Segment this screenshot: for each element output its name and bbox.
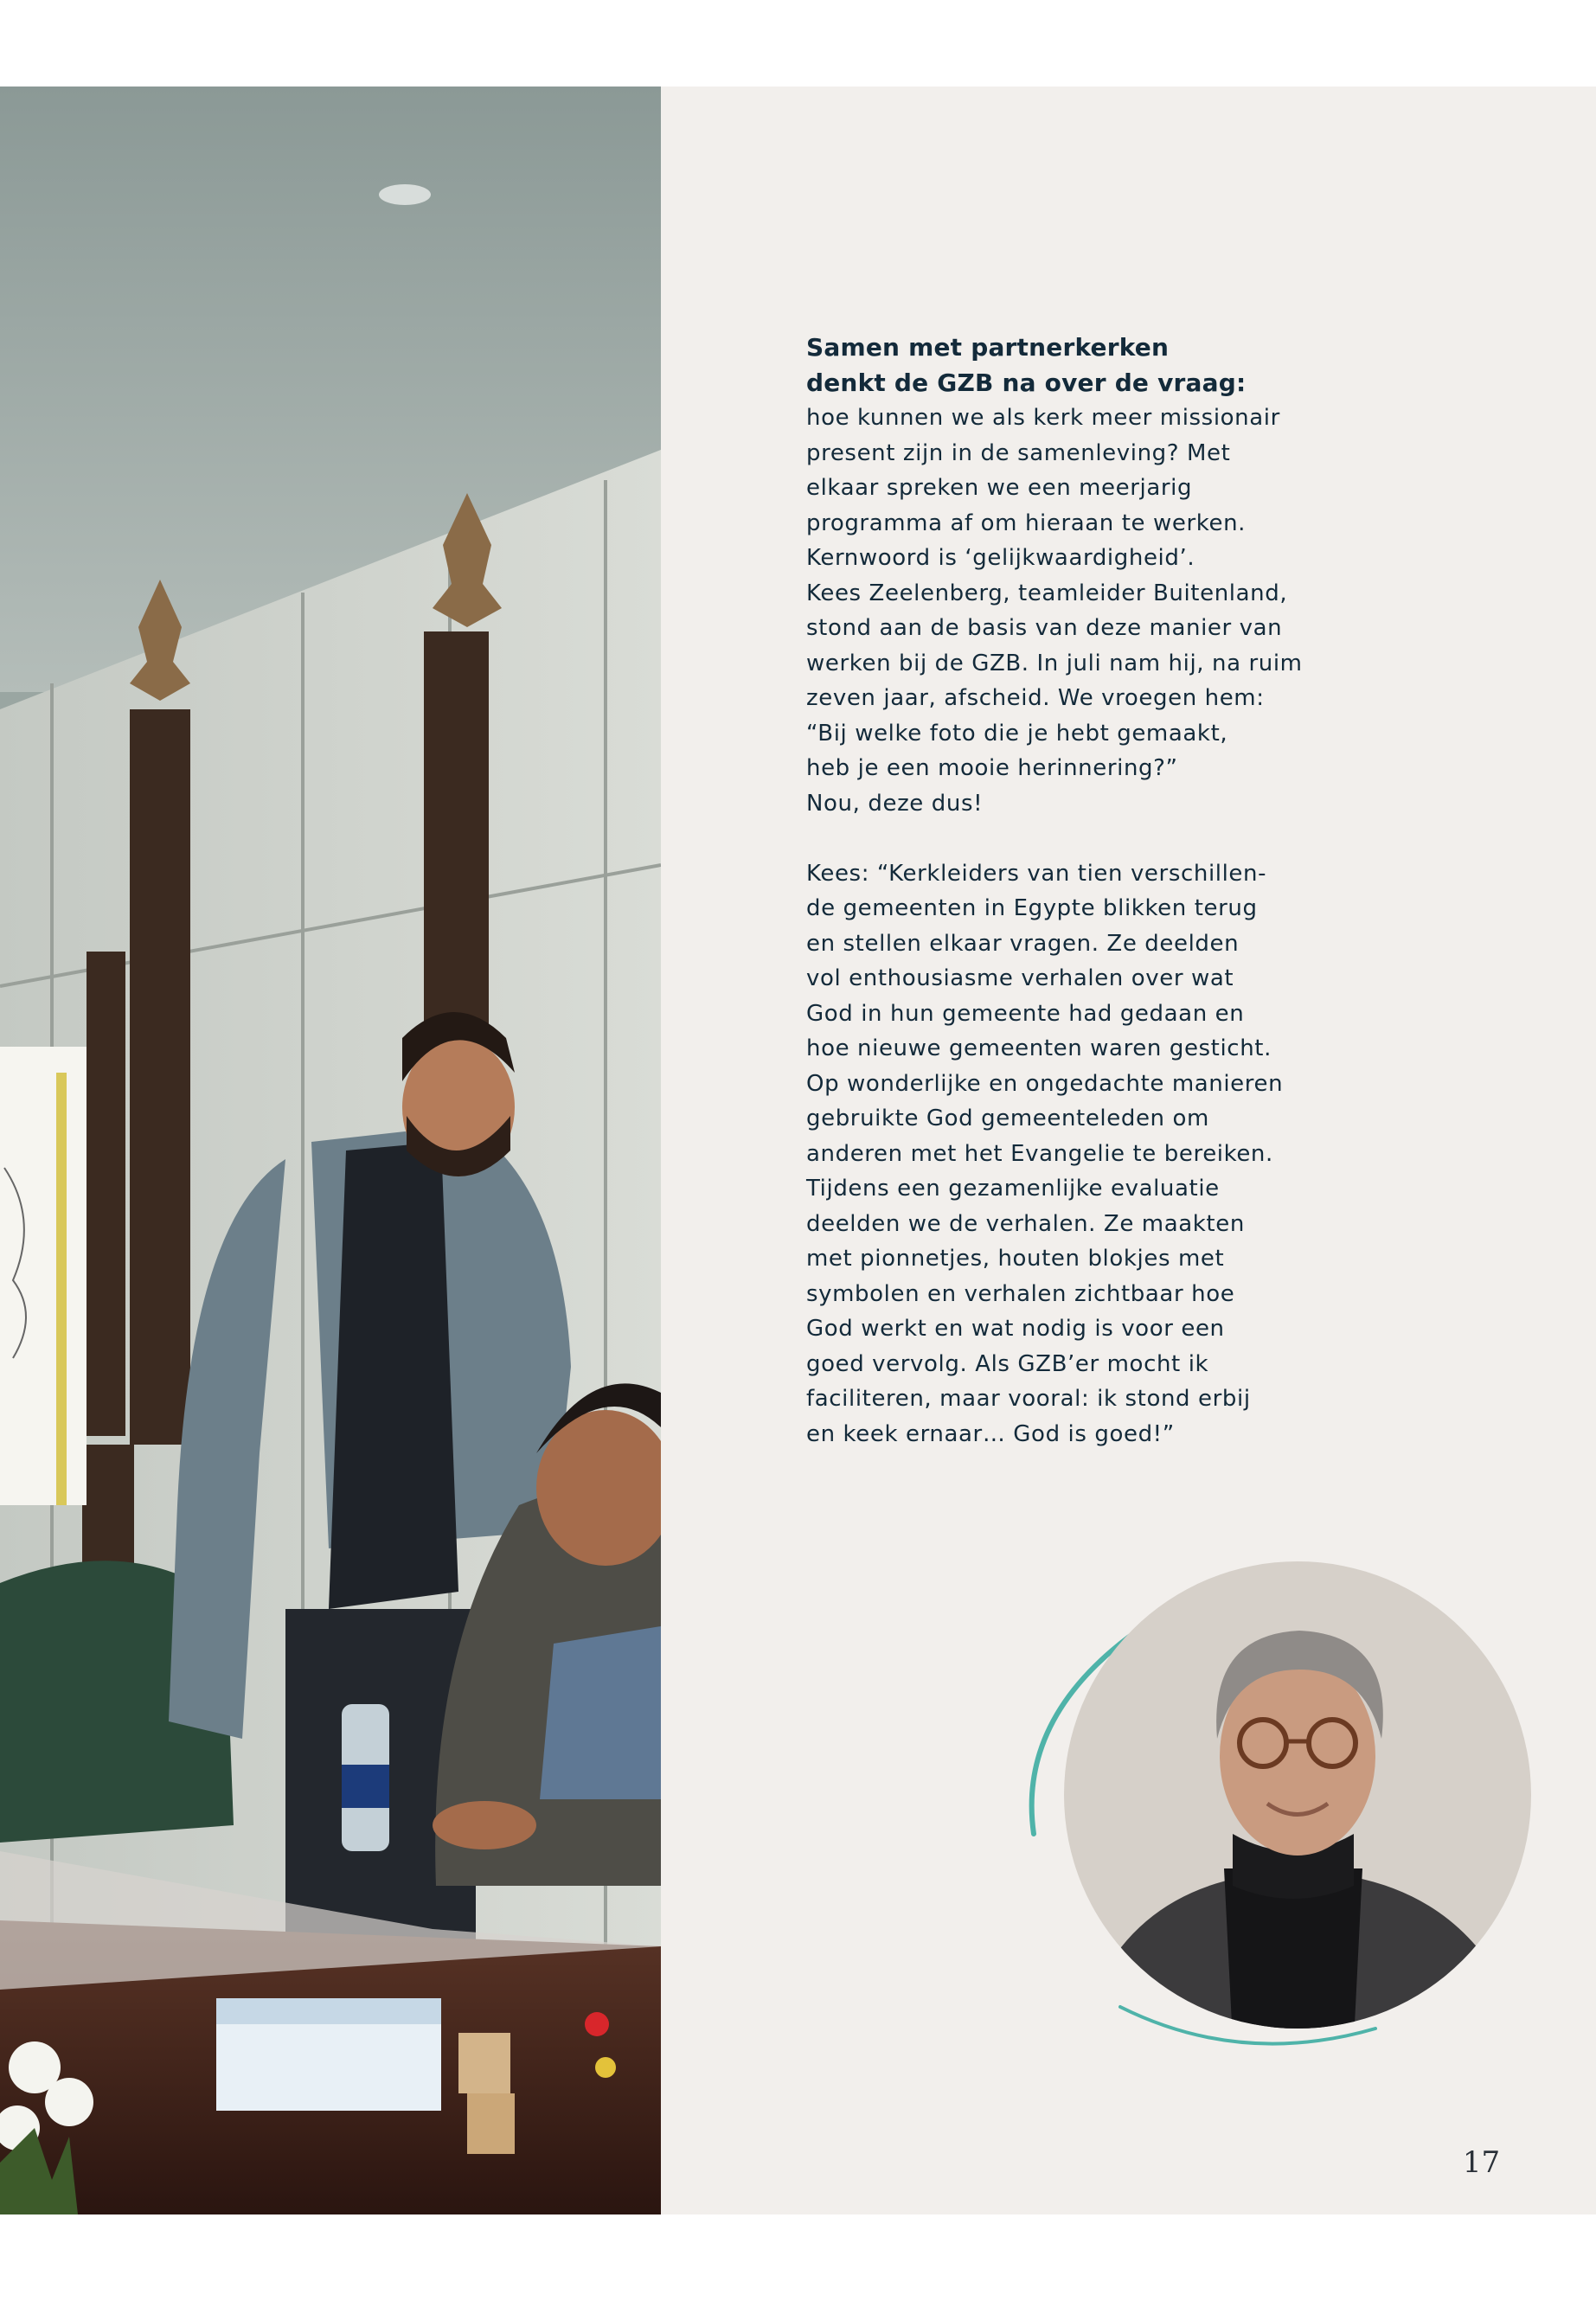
quote-line: gebruikte God gemeenteleden om — [806, 1106, 1209, 1131]
intro-line: programma af om hieraan te werken. — [806, 510, 1247, 536]
intro-line: “Bij welke foto die je hebt gemaakt, — [806, 720, 1228, 747]
quote-line: anderen met het Evangelie te bereiken. — [806, 1140, 1273, 1167]
quote-line: Op wonderlijke en ongedachte manieren — [806, 1070, 1284, 1097]
quote-line: en stellen elkaar vragen. Ze deelden — [806, 930, 1240, 957]
quote-line: God werkt en wat nodig is voor een — [806, 1316, 1225, 1342]
intro-line: zeven jaar, afscheid. We vroegen hem: — [806, 685, 1265, 711]
intro-line: Kees Zeelenberg, teamleider Buitenland, — [806, 580, 1288, 606]
quote-line: deelden we de verhalen. Ze maakten — [806, 1210, 1245, 1237]
intro-line: hoe kunnen we als kerk meer missionair — [806, 405, 1280, 431]
meeting-photo — [0, 87, 661, 2214]
quote-line: de gemeenten in Egypte blikken terug — [806, 895, 1258, 921]
portrait — [1025, 1557, 1544, 2059]
intro-line: Nou, deze dus! — [806, 790, 984, 817]
intro-line: werken bij de GZB. In juli nam hij, na ruim — [806, 650, 1303, 676]
intro-line: present zijn in de samenleving? Met — [806, 439, 1231, 466]
intro-line: stond aan de basis van deze manier van — [806, 615, 1283, 641]
quote-line: Kees: “Kerkleiders van tien verschillen- — [806, 860, 1267, 887]
quote-line: met pionnetjes, houten blokjes met — [806, 1246, 1225, 1272]
page-number: 17 — [1462, 2145, 1501, 2180]
quote-line: faciliteren, maar vooral: ik stond erbij — [806, 1386, 1251, 1412]
quote-line: en keek ernaar… God is goed!” — [806, 1420, 1175, 1447]
article-text — [806, 330, 1403, 1452]
lead-heading-line-2: denkt de GZB na over de vraag: — [806, 368, 1247, 397]
quote-line: God in hun gemeente had gedaan en — [806, 1000, 1245, 1027]
quote-line: vol enthousiasme verhalen over wat — [806, 965, 1234, 991]
paragraph-gap — [806, 821, 1403, 856]
meeting-photo-illustration — [0, 87, 661, 2214]
lead-heading-line-1: Samen met partnerkerken — [806, 333, 1170, 362]
portrait-illustration — [1025, 1557, 1544, 2059]
intro-line: heb je een mooie herinnering?” — [806, 755, 1178, 781]
quote-line: Tijdens een gezamenlijke evaluatie — [806, 1176, 1220, 1202]
quote-line: hoe nieuwe gemeenten waren gesticht. — [806, 1035, 1272, 1061]
intro-line: elkaar spreken we een meerjarig — [806, 475, 1193, 501]
intro-line: Kernwoord is ‘gelijkwaardigheid’. — [806, 545, 1195, 571]
quote-line: goed vervolg. Als GZB’er mocht ik — [806, 1350, 1209, 1377]
quote-line: symbolen en verhalen zichtbaar hoe — [806, 1280, 1235, 1307]
